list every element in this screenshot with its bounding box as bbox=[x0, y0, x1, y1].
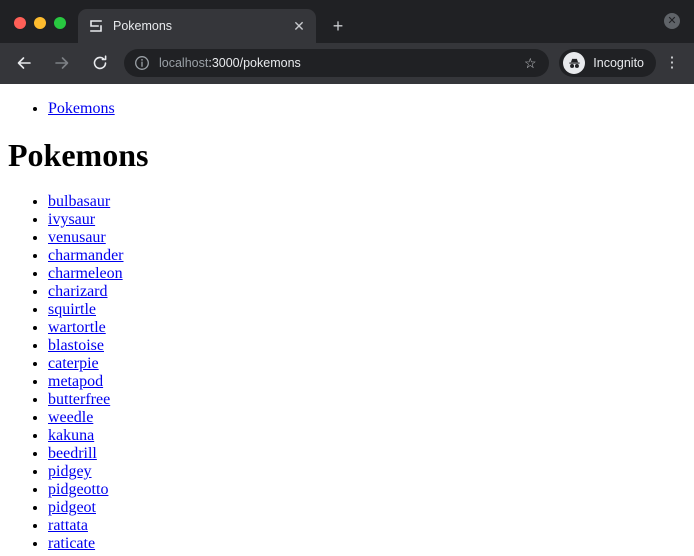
list-item bbox=[48, 427, 686, 445]
back-button[interactable] bbox=[10, 49, 38, 77]
breadcrumb-link-pokemons[interactable]: Pokemons bbox=[48, 99, 115, 117]
list-item bbox=[48, 211, 686, 229]
pokemon-link[interactable]: blastoise bbox=[48, 337, 104, 355]
list-item bbox=[48, 391, 686, 409]
reload-button[interactable] bbox=[86, 49, 114, 77]
incognito-label: Incognito bbox=[593, 56, 644, 71]
pokemon-link[interactable]: wartortle bbox=[48, 319, 106, 337]
window-menu-icon[interactable]: ✕ bbox=[664, 13, 680, 29]
pokemon-link[interactable]: metapod bbox=[48, 373, 104, 391]
pokemon-link[interactable]: butterfree bbox=[48, 391, 111, 409]
pokemon-link[interactable]: pidgey bbox=[48, 463, 92, 481]
pokemon-link[interactable]: raticate bbox=[48, 535, 96, 553]
page-content bbox=[0, 84, 694, 556]
pokemon-link[interactable]: beedrill bbox=[48, 445, 97, 463]
list-item bbox=[48, 499, 686, 517]
list-item bbox=[48, 463, 686, 481]
list-item bbox=[48, 445, 686, 463]
list-item bbox=[48, 481, 686, 499]
page-title: Pokemons bbox=[8, 136, 149, 173]
pokemon-link[interactable]: charmander bbox=[48, 247, 124, 265]
list-item bbox=[48, 373, 686, 391]
list-item bbox=[48, 409, 686, 427]
list-item bbox=[48, 535, 686, 553]
list-item bbox=[48, 355, 686, 373]
tab-pokemons[interactable] bbox=[78, 9, 316, 43]
breadcrumb-item bbox=[48, 100, 686, 118]
pokemon-list bbox=[8, 193, 686, 553]
list-item bbox=[48, 319, 686, 337]
list-item bbox=[48, 337, 686, 355]
list-item bbox=[48, 301, 686, 319]
list-item bbox=[48, 193, 686, 211]
pokemon-link[interactable]: bulbasaur bbox=[48, 193, 111, 211]
browser-menu-button[interactable] bbox=[660, 49, 684, 77]
tab-title: Pokemons bbox=[113, 18, 173, 33]
close-icon[interactable]: ✕ bbox=[293, 17, 305, 34]
pokemon-link[interactable]: kakuna bbox=[48, 427, 95, 445]
pokemon-link[interactable]: charizard bbox=[48, 283, 108, 301]
address-bar-text bbox=[159, 56, 513, 70]
tab-strip bbox=[0, 0, 694, 43]
list-item bbox=[48, 247, 686, 265]
list-item bbox=[48, 229, 686, 247]
pokemon-link[interactable]: ivysaur bbox=[48, 211, 96, 229]
list-item bbox=[48, 265, 686, 283]
breadcrumb bbox=[8, 100, 686, 118]
minimize-window-button[interactable] bbox=[34, 17, 46, 29]
pokemon-link[interactable]: rattata bbox=[48, 517, 88, 535]
pokemon-link[interactable]: venusaur bbox=[48, 229, 106, 247]
site-info-icon[interactable] bbox=[134, 55, 150, 71]
list-item bbox=[48, 517, 686, 535]
browser-toolbar bbox=[0, 43, 694, 84]
kebab-icon: ⋮ bbox=[664, 54, 680, 72]
incognito-indicator[interactable] bbox=[559, 49, 656, 77]
traffic-lights bbox=[0, 17, 78, 43]
new-tab-button[interactable]: + bbox=[332, 15, 344, 36]
address-bar[interactable] bbox=[124, 49, 549, 77]
pokemon-link[interactable]: pidgeotto bbox=[48, 481, 109, 499]
address-host: localhost bbox=[159, 56, 209, 71]
react-router-icon bbox=[88, 18, 104, 34]
incognito-avatar-icon bbox=[563, 52, 585, 74]
forward-button[interactable] bbox=[48, 49, 76, 77]
pokemon-link[interactable]: weedle bbox=[48, 409, 94, 427]
pokemon-link[interactable]: squirtle bbox=[48, 301, 96, 319]
pokemon-link[interactable]: caterpie bbox=[48, 355, 99, 373]
close-window-button[interactable] bbox=[14, 17, 26, 29]
pokemon-link[interactable]: pidgeot bbox=[48, 499, 96, 517]
address-path: :3000/pokemons bbox=[208, 56, 301, 71]
pokemon-link[interactable]: charmeleon bbox=[48, 265, 123, 283]
list-item bbox=[48, 283, 686, 301]
zoom-window-button[interactable] bbox=[54, 17, 66, 29]
bookmark-star-icon[interactable]: ☆ bbox=[523, 55, 537, 72]
